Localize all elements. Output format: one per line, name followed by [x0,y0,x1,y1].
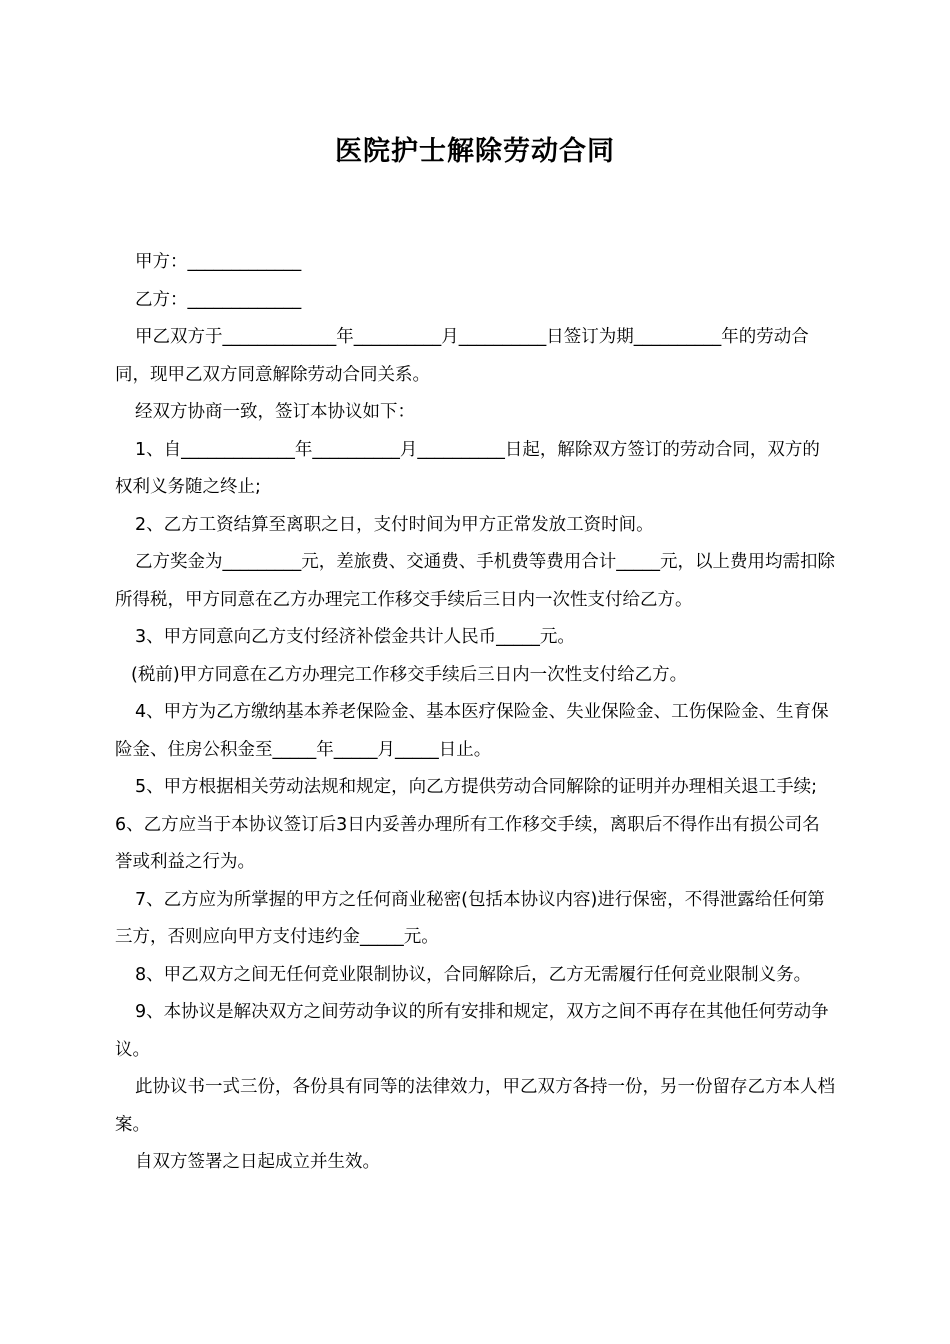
document-title: 医院护士解除劳动合同 [335,136,615,167]
clause-5-6-paragraph: 5、甲方根据相关劳动法规和规定，向乙方提供劳动合同解除的证明并办理相关退工手续;6、乙方应当于本协议签订后3日内妥善办理所有工作移交手续，离职后不得作出有损公司名誉或利益之行为。 [115,777,820,872]
agreement-lead-paragraph: 经双方协商一致，签订本协议如下： [135,402,415,422]
clause-1-paragraph: 1、自_____________年__________月__________日起，解除双方签订的劳动合同，双方的权利义务随之终止; [115,439,820,497]
clause-7-paragraph: 7、乙方应为所掌握的甲方之任何商业秘密(包括本协议内容)进行保密，不得泄露给任何第三方，否则应向甲方支付违约金_____元。 [115,889,825,947]
clause-8-paragraph: 8、甲乙双方之间无任何竞业限制协议，合同解除后，乙方无需履行任何竞业限制义务。 [135,964,812,985]
party-a-line: 甲方：_____________ [135,252,302,272]
bonus-expense-paragraph: 乙方奖金为_________元，差旅费、交通费、手机费等费用合计_____元，以上费用均需扣除所得税，甲方同意在乙方办理完工作移交手续后三日内一次性支付给乙方。 [115,552,835,610]
document-body [115,244,837,1182]
clause-3-paragraph: 3、甲方同意向乙方支付经济补偿金共计人民币_____元。 [135,627,575,647]
party-b-line: 乙方：_____________ [135,289,302,310]
clause-2-paragraph: 2、乙方工资结算至离职之日，支付时间为甲方正常发放工资时间。 [135,514,654,535]
clause-9-paragraph: 9、本协议是解决双方之间劳动争议的所有安排和规定，双方之间不再存在其他任何劳动争议。 [115,1002,829,1060]
pre-tax-payment-paragraph: (税前)甲方同意在乙方办理完工作移交手续后三日内一次性支付给乙方。 [131,664,688,685]
copies-paragraph: 此协议书一式三份，各份具有同等的法律效力，甲乙双方各持一份，另一份留存乙方本人档案。 [115,1077,835,1135]
contract-intro-paragraph: 甲乙双方于_____________年__________月__________日签订为期__________年的劳动合同，现甲乙双方同意解除劳动合同关系。 [115,327,809,385]
clause-4-paragraph: 4、甲方为乙方缴纳基本养老保险金、基本医疗保险金、失业保险金、工伤保险金、生育保险金、住房公积金至_____年_____月_____日止。 [115,702,829,760]
effective-date-paragraph: 自双方签署之日起成立并生效。 [135,1152,380,1172]
